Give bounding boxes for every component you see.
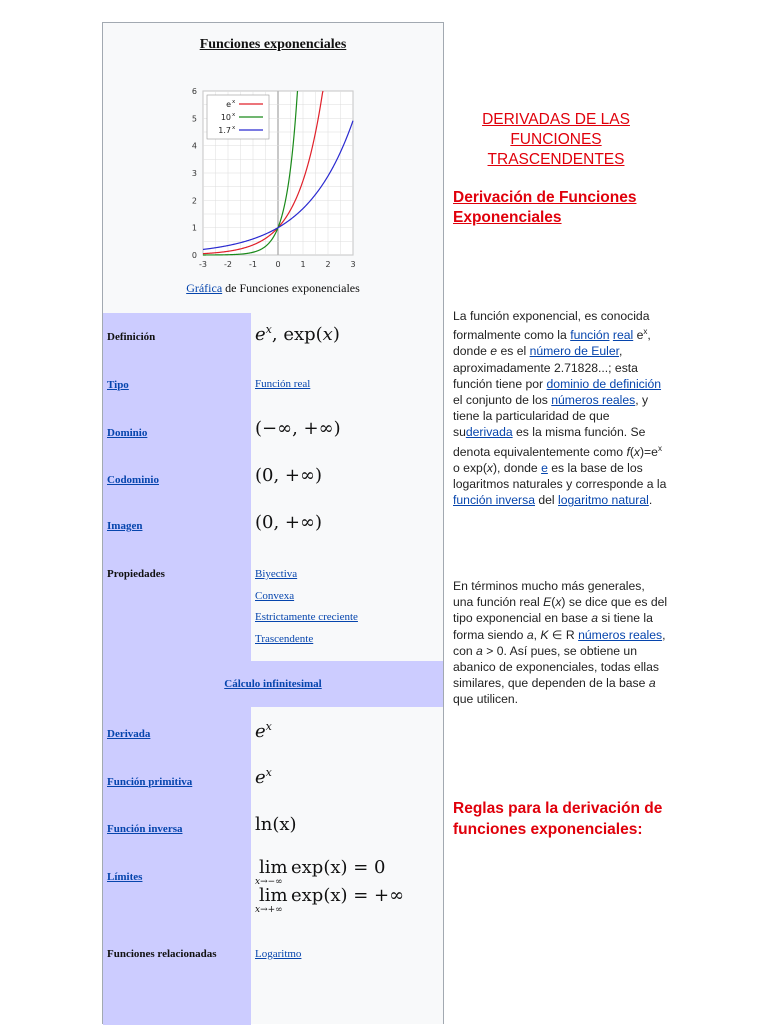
value-codominio: (0, +∞)	[255, 465, 323, 486]
label-inversa[interactable]: Función inversa	[107, 823, 183, 835]
prop-trascendente[interactable]: Trascendente	[255, 633, 314, 645]
y-tick-label: 4	[191, 141, 197, 151]
label-definicion: Definición	[107, 331, 156, 343]
label-column-calc	[103, 707, 251, 1025]
prop-estrictamente-creciente[interactable]: Estrictamente creciente	[255, 611, 358, 623]
calc-header	[103, 661, 443, 707]
prop-convexa[interactable]: Convexa	[255, 590, 295, 602]
x-tick-label: 0	[275, 260, 281, 269]
infobox	[102, 22, 444, 1024]
label-dominio[interactable]: Dominio	[107, 427, 148, 439]
link-e[interactable]: e	[541, 460, 548, 475]
label-derivada[interactable]: Derivada	[107, 728, 151, 740]
value-derivada: $e^x$	[255, 720, 272, 742]
label-column	[103, 313, 251, 661]
right-column	[453, 110, 668, 838]
legend-label: 1.7	[218, 126, 231, 135]
label-tipo[interactable]: Tipo	[107, 379, 129, 391]
legend-label: 10	[220, 113, 231, 122]
x-tick-label: -3	[199, 260, 207, 269]
value-relacionadas[interactable]: Logaritmo	[255, 948, 302, 960]
value-limites: lim exp(x) = 0 x→−∞ lim exp(x) = +∞ x→+∞	[255, 857, 405, 915]
link-real[interactable]: real	[612, 328, 634, 343]
value-primitiva: $e^x$	[255, 766, 272, 788]
y-tick-label: 6	[191, 87, 197, 96]
y-tick-label: 0	[191, 251, 197, 260]
y-tick-label: 3	[191, 169, 197, 178]
reglas-heading: Reglas para la derivación de funciones exponenciales:	[453, 800, 663, 838]
graph-area	[103, 69, 443, 313]
exponential-chart	[103, 69, 445, 279]
link-numero-euler[interactable]: número de Euler	[529, 344, 620, 359]
link-derivada[interactable]: derivada	[465, 425, 513, 440]
grafica-link[interactable]: Gráfica	[186, 281, 223, 295]
prop-biyectiva[interactable]: Biyectiva	[255, 568, 298, 580]
x-tick-label: 3	[350, 260, 356, 269]
link-dominio-definicion[interactable]: dominio de definición	[546, 376, 662, 391]
value-imagen: (0, +∞)	[255, 512, 323, 533]
link-funcion-inversa[interactable]: función inversa	[453, 493, 535, 508]
graph-caption	[103, 281, 443, 296]
paragraph-2: En términos mucho más generales, una función real E(x) se dice que es del tipo exponencial en base a si tiene la forma siendo a, K ∈ R números reales, con a > 0. Así pues, se obtiene un abanico de exponenciales, todas ellas similares, que dependen de la base a que utilicen.	[453, 579, 668, 707]
link-numeros-reales-2[interactable]: números reales	[578, 627, 663, 642]
infobox-title: Funciones exponenciales	[199, 37, 347, 52]
label-propiedades: Propiedades	[107, 568, 165, 580]
legend-sup: x	[232, 125, 236, 131]
legend-sup: x	[232, 112, 236, 118]
x-tick-label: -2	[224, 260, 232, 269]
calc-header-link[interactable]: Cálculo infinitesimal	[224, 678, 322, 690]
label-limites[interactable]: Límites	[107, 871, 143, 883]
main-title: DERIVADAS DE LAS FUNCIONES TRASCENDENTES	[482, 111, 630, 168]
label-imagen[interactable]: Imagen	[107, 520, 143, 532]
x-tick-label: 1	[300, 260, 306, 269]
paragraph-1: La función exponencial, es conocida formalmente como la función real $e^x$, donde e es el número de Euler, aproximadamente 2.71828...; esta función tiene por dominio de definición el conjunto de los números reales, y tiene la particularidad de que suderivada es la misma función. Se denota equivalentemente como $f(x)=e^x$ o exp(x), donde e es la base de los logaritmos naturales y corresponde a la función inversa del logaritmo natural.	[453, 309, 667, 508]
link-numeros-reales[interactable]: números reales	[551, 393, 636, 408]
link-funcion[interactable]: función	[570, 328, 610, 343]
y-tick-label: 5	[191, 114, 197, 124]
value-tipo[interactable]: Función real	[255, 378, 311, 390]
x-tick-label: -1	[249, 260, 257, 269]
sub-title: Derivación de Funciones Exponenciales	[453, 189, 637, 226]
link-logaritmo-natural[interactable]: logaritmo natural	[558, 493, 649, 508]
y-tick-label: 1	[191, 223, 197, 233]
label-primitiva[interactable]: Función primitiva	[107, 776, 193, 788]
legend-sup: x	[232, 99, 236, 105]
value-definicion: $e^x$, exp(x)	[255, 323, 340, 345]
value-inversa: ln(x)	[255, 814, 297, 835]
legend-label: e	[226, 100, 231, 109]
label-relacionadas: Funciones relacionadas	[107, 948, 217, 960]
x-tick-label: 2	[325, 260, 331, 269]
label-codominio[interactable]: Codominio	[107, 474, 159, 486]
y-tick-label: 2	[191, 196, 197, 206]
caption-text: de Funciones exponenciales	[222, 281, 360, 295]
value-dominio: (−∞, +∞)	[255, 418, 341, 439]
